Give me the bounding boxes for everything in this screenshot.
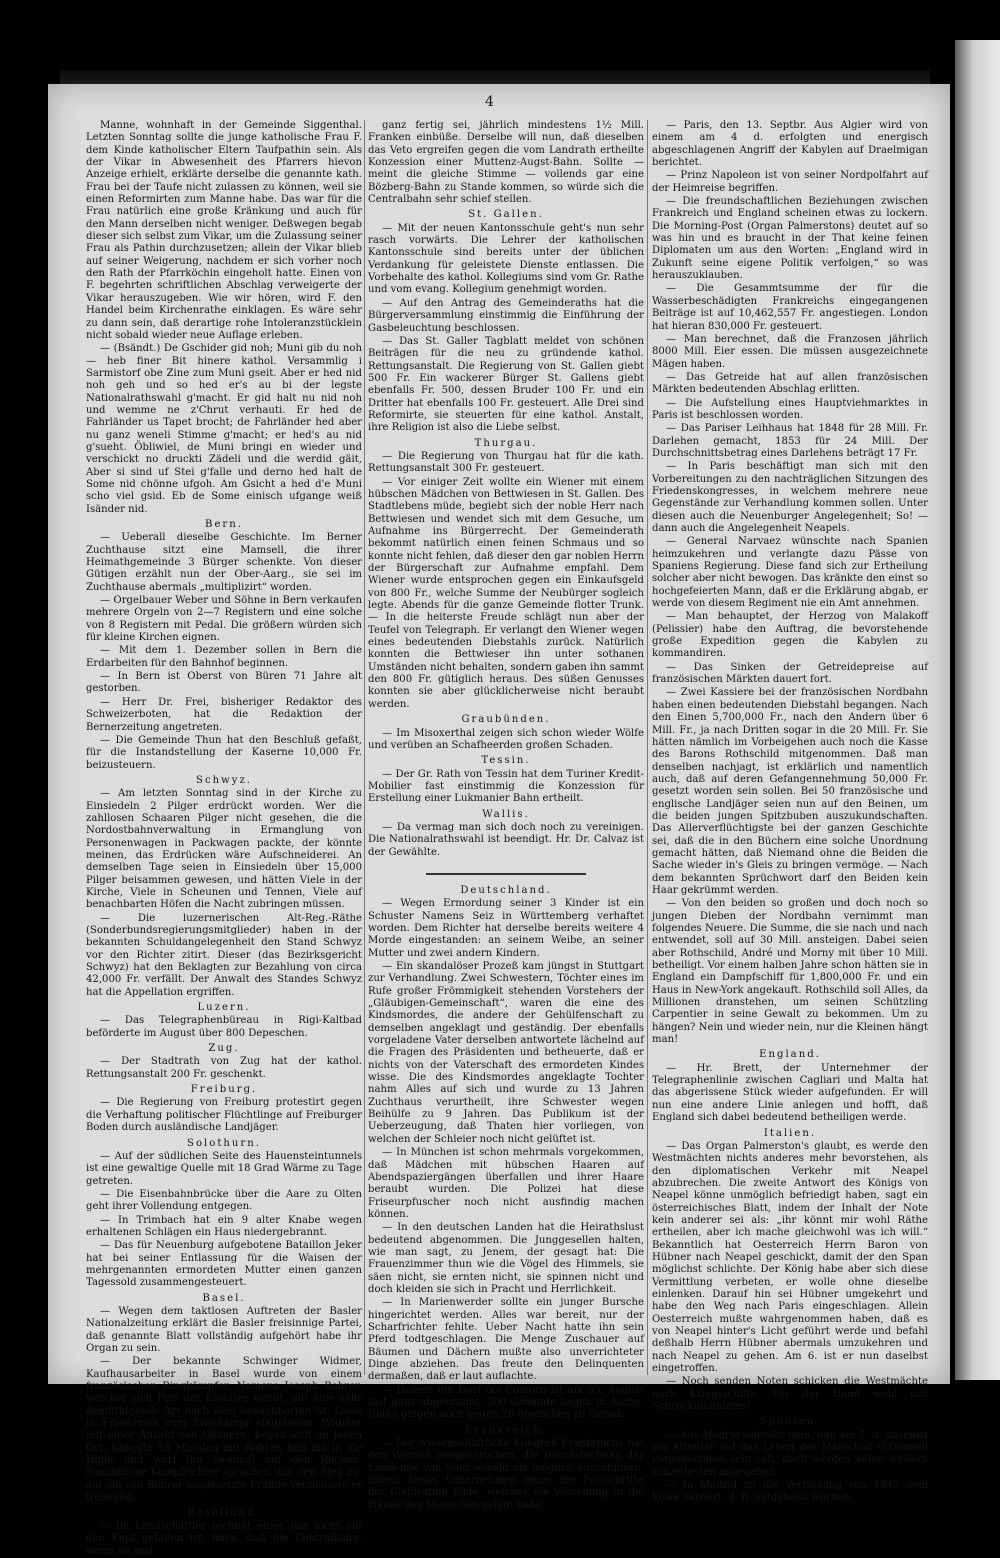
article-paragraph: — Im Landschäftler rechnet einer, der nicht auf den Kopf gefallen ist, nach, daß die Centralbahn, wenn sie mal [86,1520,362,1557]
article-paragraph: — Das Telegraphenbüreau in Rigi-Kaltbad beförderte im August über 800 Depeschen. [86,1015,362,1039]
article-paragraph: — Die Gesammtsumme der für die Wasserbeschädigten Frankreichs eingegangenen Beiträge ist auf 10,462,557 Fr. angestiegen. London hat hieran 830,000 Fr. gesteuert. [652,283,928,332]
article-paragraph: — Am letzten Sonntag sind in der Kirche zu Einsiedeln 2 Pilger erdrückt worden. Wer die zahllosen Schaaren Pilger nicht gesehen, die die Nordostbahnverwaltung in Ermanglung von Personenwagen in Packwagen packte, der könnte meinen, das Erdrücken wäre Aufschneiderei. An demselben Tage seien in Einsiedeln über 15,000 Pilger beisammen gewesen, und hätten Viele in der Kirche, Viele in Scheunen und Tennen, Viele auf benachbarten Höfen die Nacht zubringen müssen. [86,788,362,911]
next-page-edge [955,40,1000,1380]
section-heading: Freiburg. [190,1084,258,1096]
article-paragraph: — Ein skandalöser Prozeß kam jüngst in Stuttgart zur Verhandlung. Zwei Schwestern, Töchter eines im Rufe großer Frömmigkeit stehenden Vorstehers der „Gläubigen-Gemeinschaft“, waren die eine des Kindsmordes, die andere der Gehülfenschaft zu demselben angeklagt und geständig. Der ebenfalls vorgeladene Vater derselben antwortete lächelnd auf die Fragen des Präsidenten und betheuerte, daß er nichts von der Vaterschaft des ermordeten Kindes wisse. Die des Kindsmordes angeklagte Tochter nahm Alles auf sich und wurde zu 13 Jahren Zuchthaus verurtheilt, ihre Schwester wegen Beihülfe zu 9 Jahren. Das Publikum ist der Ueberzeugung, daß Thaten hier vorliegen, von welchen der Schleier noch nicht gelüftet ist. [368,961,644,1145]
column-1 [86,120,362,1557]
article-paragraph: — Der Gr. Rath von Tessin hat dem Turiner Kredit-Mobilier fast einstimmig die Konzession für Erstellung einer Lukmanier Bahn ertheilt. [368,768,644,805]
section-heading: Tessin. [481,755,531,767]
article-paragraph: — General Narvaez wünschte nach Spanien heimzukehren und verlangte dazu Pässe von Spaniens Regierung. Diese fand sich zur Ertheilung solcher aber nicht bewogen. Das kränkte den einst so hochgefeierten Mann, daß er die Erklärung abgab, er werde von diesem Regiment nie ein Amt annehmen. [652,536,928,610]
article-paragraph: — Das Sinken der Getreidepreise auf französischen Märkten dauert fort. [652,661,928,686]
article-paragraph: — Von den beiden so großen und doch noch so jungen Dieben der Nordbahn vernimmt man folgendes Neuere. Die Summe, die sie nach und nach entwendet, soll auf 30 Mill. ansteigen. Dabei seien aber Rothschild, André und Morny mit über 10 Mill. betheiligt. Vor einem halben Jahre schon hätten sie in England ein Dampfschiff für 1,800,000 Fr. und ein Haus in New-York angekauft. Rothschild soll Alles, da Millionen dranstehen, um seinen Schützling Carpentier in seine Gewalt zu bekommen. Um zu hängen? Nein und wieder nein, nur die Kleinen hängt man! [652,898,928,1046]
article-paragraph: — Mit dem 1. Dezember sollen in Bern die Erdarbeiten für den Bahnhof beginnen. [86,645,362,669]
section-heading: Zug. [208,1043,240,1055]
article-paragraph: — Vor einiger Zeit wollte ein Wiener mit einem hübschen Mädchen von Bettwiesen in St. Gallen. Des Stadtlebens müde, begiebt sich der noble Herr nach Bettwiesen und wendet sich mit dem Gesuche, um Aufnahme ins Bürgerrecht. Der Gemeinderath bekommt natürlich einen feinen Schmaus und so konnte nicht fehlen, daß dieser den gar noblen Herrn der Bürgerschaft zur Aufnahme empfahl. Dem Wiener wurde entsprochen gegen ein Einkaufsgeld von 800 Fr., welche Summe der Neubürger sogleich legte. Abends für die ganze Gemeinde flotter Trunk. — In die heiterste Freude schlägt nun aber der Teufel von Telegraph. Er verlangt den Wiener wegen eines bedeutenden Diebstahls zurück. Natürlich konnten die Bettwieser ihn unter sothanen Umständen nicht behalten, sondern gaben ihn sammt den 800 Fr. gütiglich heraus. Des süßen Genusses konnten sie aber glücklicherweise nicht beraubt werden. [368,476,644,710]
article-paragraph: — Orgelbauer Weber und Söhne in Bern verkaufen mehrere Orgeln von 2—7 Registern und eine solche von 8 Registern mit Pedal. Die größern würden sich für kleine Kirchen eignen. [86,595,362,644]
article-paragraph: — Noch senden Noten schicken die Westmächte nach Kriegsschiffe. Vor der Hand wohl nur Schreckmännleins! [652,1376,928,1413]
article-paragraph: — Mit der neuen Kantonsschule geht's nun sehr rasch vorwärts. Die Lehrer der katholischen Kantonsschule sind bereits unter der üblichen Verdankung für geleistete Dienste entlassen. Die Vorbehalte des kathol. Kollegiums sind vom Gr. Rathe und vom evang. Kollegium genehmigt worden. [368,222,644,296]
article-paragraph: — Im Misoxerthal zeigen sich schon wieder Wölfe und verüben an Schafheerden großen Schaden. [368,727,644,751]
section-heading: Wallis. [482,808,530,820]
article-paragraph: — Helenn ein Dorf bei Comorn ist am 30. August fast ganz abgebrannt. 200 Gebäude liegen in Asche. Dabei gingen auch gegen 20 Menschen zu Grund. [368,1384,644,1421]
article-paragraph: — Man behauptet, der Herzog von Malakoff (Pelissier) habe den Auftrag, die bevorstehende große Expedition gegen die Kabylen zu kommandiren. [652,611,928,660]
article-paragraph: — Hr. Brett, der Unternehmer der Telegraphenlinie zwischen Cagliari und Malta hat das abgerissene Stück wieder aufgefunden. Er will nun eine andere Linie anlegen und hofft, daß England sich dabei bedeutend betheiligen werde. [652,1062,928,1124]
section-heading: Bern. [205,519,243,530]
article-paragraph: — Das Pariser Leihhaus hat 1848 für 28 Mill. Fr. Darlehen gemacht, 1853 für 24 Mill. Der Durchschnittsbetrag eines Darlehens beträgt 17 Fr. [652,423,928,459]
article-paragraph: — Die Eisenbahnbrücke über die Aare zu Olten geht ihrer Vollendung entgegen. [86,1188,362,1213]
article-paragraph: — Die Regierung von Freiburg protestirt gegen die Verhaftung politischer Flüchtlinge auf Freiburger Boden durch ausländische Landjäger. [86,1097,362,1134]
section-heading: Graubünden. [461,714,551,726]
section-heading: Basel. [202,1292,246,1304]
article-paragraph: — In Bern ist Oberst von Büren 71 Jahre alt gestorben. [86,671,362,695]
article-paragraph: — Auf den Antrag des Gemeinderaths hat die Bürgerversammlung einstimmig die Einführung der Gasbeleuchtung beschlossen. [368,297,644,334]
newspaper-page [48,84,950,1557]
article-paragraph: — Der wissenschaftliche Kongreß Frankreichs hat den Wunsch ausgesprochen, die Durchstechung der Landenge von Suez sobald als möglich auszuführen, indem dieses Unternehmen einen der Fortschritte der Civilisation bilde, welches die Vorsehung in die Hände des Menschen gelegt habe. [368,1438,644,1511]
article-paragraph: — In Marienwerder sollte ein junger Bursche hingerichtet werden. Alles war bereit, nur der Scharfrichter fehlte. Ueber Nacht hatte ihn sein Pferd todtgeschlagen. Die Menge Zuschauer auf Bäumen und Dächern mußte also unverrichteter Dinge abziehen. Das freute den Delinquenten dermaßen, daß er laut auflachte. [368,1297,644,1383]
article-paragraph: ganz fertig sei, jährlich mindestens 1½ Mill. Franken einbüße. Derselbe will nun, daß dieselben das Veto ergreifen gegen die vom Landrath ertheilte Konzession einer Muttenz-Augst-Bahn. Sollte — meint die gleiche Stimme — vollends gar eine Bözberg-Bahn zu Stande kommen, so würde sich die Centralbahn sehr schief stellen. [368,120,644,206]
article-paragraph: — Zwei Kassiere bei der französischen Nordbahn haben einen bedeutenden Diebstahl begangen. Nach den Einen 5,700,000 Fr., nach den Andern über 6 Mill. Fr., ja nach Dritten sogar in die 20 Mill. Fr. Sie hätten nämlich im Vorbeigehen auch noch die Kasse des Barons Rothschild mitgenommen. Daß man denselben nachjagt, ist erklärlich und namentlich auch, daß auf deren Gefangennehmung 50,000 Fr. gesetzt worden sein sollen. Bei 50 französische und englische Landjäger seien nun auf den Beinen, um die beiden jungen Spitzbuben auszukundschaften. Das Allerverflüchtigste bei der ganzen Geschichte sei, daß die in den Büchern eine solche Unordnung gemacht hätten, daß Niemand ohne die Beiden die Sache wieder in's Gleis zu bringen vermöge. — Nach dem bekannten Sprüchwort darf den Beiden kein Haar gekrümmt werden. [652,687,928,896]
article-paragraph: — In Trimbach hat ein 9 alter Knabe wegen erhaltenen Schlägen ein Haus niedergebrannt. [86,1214,362,1238]
column-rule-1 [364,120,365,1375]
article-paragraph: — In Madrid ist die Verfassung von 1845 dem Volke oktroirt, d. h. aufgehalst worden. [652,1480,928,1504]
section-heading: Italien. [763,1127,817,1139]
section-heading: St. Gallen. [468,209,544,221]
section-heading: Thurgau. [474,437,538,449]
column-2 [368,120,644,1511]
article-paragraph: — In den deutschen Landen hat die Heirathslust bedeutend abgenommen. Die Junggesellen halten, wie man sagt, zu Jenem, der gesagt hat: Die Frauenzimmer thun wie die Vögel des Himmels, sie säen nicht, sie ernten nicht, sie spinnen nicht und doch kleiden sie sich in Pracht und Herrlichkeit. [368,1222,644,1295]
page-number: 4 [485,94,494,110]
article-paragraph: — Das St. Galler Tagblatt meldet von schönen Beiträgen für die neu zu gründende kathol. Rettungsanstalt. Die Regierung von St. Gallen giebt 500 Fr. Ein wackerer Bürger St. Gallens giebt ebenfalls Fr. 500, dessen Bruder 100 Fr. und ein Dritter hat ebenfalls 100 Fr. gesteuert. Alle Drei sind Reformirte, sie steuerten für eine kathol. Anstalt, ihre Religion ist also die Liebe selbst. [368,335,644,434]
section-heading: Solothurn. [187,1137,261,1149]
article-paragraph: — Wegen dem taktlosen Auftreten der Basler Nationalzeitung erklärt die Basler freisinnige Partei, daß genannte Blatt vollständig aufgehört habe ihr Organ zu sein. [86,1305,362,1354]
article-paragraph: — Der Stadtrath von Zug hat der kathol. Rettungsanstalt 200 Fr. geschenkt. [86,1056,362,1080]
article-paragraph: — In München ist schon mehrmals vorgekommen, daß Mädchen mit hübschen Haaren auf Abendspaziergängen überfallen und ihrer Haare beraubt wurden. Die Polizei hat diese Friseurpfuscher noch nicht ausfindig machen können. [368,1147,644,1220]
article-paragraph: — Da vermag man sich doch noch zu vereinigen. Die Nationalrathswahl ist beendigt. Hr. Dr. Calvaz ist der Gewählte. [368,821,644,858]
article-paragraph: — Herr Dr. Frei, bisheriger Redaktor des Schweizerboten, hat die Redaktion der Bernerzeitung angetreten. [86,696,362,733]
article-paragraph: — Man berechnet, daß die Franzosen jährlich 8000 Mill. Eier essen. Die müssen ausgezeichnete Mägen haben. [652,333,928,370]
section-heading: Schwyz. [196,774,252,786]
article-paragraph: — Das Getreide hat auf allen französischen Märkten bedeutenden Abschlag erlitten. [652,371,928,396]
article-paragraph: — Die freundschaftlichen Beziehungen zwischen Frankreich und England scheinen etwas zu lockern. Die Morning-Post (Organ Palmerstons) deutet auf so was hin und es braucht in der That keine feinen Diplomaten um aus den Worten: „England wird in Zukunft seine eigene Politik verfolgen,“ so was herauszuklauben. [652,196,928,282]
article-paragraph: — In Paris beschäftigt man sich mit den Vorbereitungen zu den nachträglichen Sitzungen des Friedenskongresses, in welchem mehrere neue Gegenstände zur Verhandlung kommen sollen. Unter diesen auch die Neuenburger Angelegenheit; So! — dann auch die Angelegenheit Neapels. [652,461,928,534]
article-paragraph: — Ueberall dieselbe Geschichte. Im Berner Zuchthause sitzt eine Mamsell, die ihrer Heimathgemeinde 3 Bürger schenkte. Von dieser Gütigen erzählt nun der Ober-Aarg., sie sei im Zuchthause abermals „multiplizirt“ worden. [86,532,362,593]
article-paragraph: — Die Aufstellung eines Hauptviehmarktes in Paris ist beschlossen worden. [652,397,928,421]
section-heading: Deutschland. [460,884,552,896]
article-paragraph: — Paris, den 13. Septbr. Aus Algier wird von einem am 4 d. erfolgten und energisch abgeschlagenen Angriff der Kabylen auf Draelmigan berichtet. [652,120,928,169]
article-paragraph: — Das für Neuenburg aufgebotene Bataillon Jeker hat bei seiner Entlassung für die Waisen der mehrgenannten ermordeten Mutter einen ganzen Tagessold zusammengesteuert. [86,1240,362,1289]
article-paragraph: — Der bekannte Schwinger Widmer, Kaufhausarbeiter in Basel wurde von einem französischen Ringkämpfer, Namens Joseph Bohrer, welcher sich Fels des Elsasses nennt, auf eine sehr demüthigende Art nach dem benachbarten St. Louis in Frankreich zum Zweikampf eingeladen. Widmer mit einer Anzahl von Gönnern, begab sich an jenen Ort, kämpfte 55 Minuten mit Bohrer, hob ihn in die Höhe und warf ihn zweimal auf den Rücken. Sämmtliche Kampfrichter sprachen ihm den Sieg zu; auf die von Bohrer ausgesetzte Prämie verzichtete er freiwillig. [86,1356,362,1504]
section-heading: Spanien. [759,1416,821,1428]
article-paragraph: — Die luzernerischen Alt-Reg.-Räthe (Sonderbundsregierungsmitglieder) haben in der bekannten Schuldangelegenheit den Stand Schwyz vor den Richter zitirt. Dieser (das Bezirksgericht Schwyz) hat den Beklagten zur Bezahlung von circa 42,000 Fr. verfällt. Der Anwalt des Standes Schwyz hat die Appellation ergriffen. [86,912,362,998]
article-paragraph: Manne, wohnhaft in der Gemeinde Siggenthal. Letzten Sonntag sollte die junge katholische Frau F. dem Kinde katholischer Eltern Taufpathin sein. Als der Vikar in Abwesenheit des Pfarrers hievon Anzeige erhielt, erklärte derselbe die genannte kath. Frau bei der Taufe nicht zulassen zu können, weil sie einen Reformirten zum Manne habe. Das war für die Frau natürlich eine große Kränkung und auch für den Mann derselben nicht weniger. Deßwegen begab dieser sich selbst zum Vikar, um die Zulassung seiner Frau als Pathin durchzusetzen; allein der Vikar blieb auf seiner Weigerung, nachdem er sich vorher noch den Rath der Pfarrköchin eingeholt hatte. Einen von F. begehrten schriftlichen Abschlag verweigerte der Vikar herauszugeben. Wie wir hören, wird F. den Handel beim Kirchenrathe einklagen. Es wäre sehr zu dann sein, daß derartige rohe Intoleranzstücklein nicht sobald wieder neue Auflage erleben. [86,120,362,341]
section-heading: England. [759,1049,821,1061]
article-paragraph: — Die Regierung von Thurgau hat für die kath. Rettungsanstalt 300 Fr. gesteuert. [368,450,644,475]
section-separator [426,873,586,875]
section-heading: Luzern. [197,1002,251,1014]
article-paragraph: — Die Gemeinde Thun hat den Beschluß gefaßt, für die Instandstellung der Kaserne 10,000 Fr. beizusteuern. [86,734,362,771]
article-paragraph: — Aus Madrid schreibt man, daß am 7. d. daselbst ein Attentat auf das Leben des Marschall O'Donnell vorgekommen sein soll, doch werden keine weitern Einzelheiten angegeben. [652,1429,928,1478]
section-heading: Baselland. [187,1507,261,1519]
article-paragraph: — Wegen Ermordung seiner 3 Kinder ist ein Schuster Namens Seiz in Württemberg verhaftet worden. Dem Richter hat derselbe bereits weitere 4 Morde eingestanden: an seinem Weibe, an seiner Mutter und zwei andern Kindern. [368,898,644,959]
column-3 [652,120,928,1504]
column-rule-2 [647,120,648,1375]
article-paragraph: — Das Organ Palmerston's glaubt, es werde den Westmächten nichts anderes mehr bevorstehen, als den diplomatischen Verkehr mit Neapel abzubrechen. Die zweite Antwort des Königs von Neapel könne unmöglich befriedigt haben, sagt ein österreichisches Blatt, indem der Inhalt der Note kein anderer sei als: „ihr könnt mir wohl Räthe ertheilen, aber ich mache gleichwohl was ich will.“ Bekanntlich hat Oesterreich Herrn Baron von Hübner nach Neapel geschickt, damit der den Span möglichst schlichte. Der König habe aber sich diese Vermittlung verbeten, er wolle ohne dieselbe einlenken. Darauf hin sei Hübner umgekehrt und habe den Weg nach Paris eingeschlagen. Allein Oesterreich mußte wahrgenommen haben, daß es von Neapel hinter's Licht geführt werde und befahl deßhalb Herrn Hübner abermals umzukehren und nach Neapel zu gehen. Am 6. ist er nun daselbst eingetroffen. [652,1140,928,1375]
article-paragraph: — Prinz Napoleon ist von seiner Nordpolfahrt auf der Heimreise begriffen. [652,170,928,194]
article-paragraph: — (Bsändt.) De Gschider gid noh; Muni gib du noh — heb finer Bit hinere kathol. Versammlig i Sarmistorf obe Zine zum Muni gseit. Aber er hed nid noh geh und so hed er's au bi der legste Nationalrathswahl g'macht. Er gid halt nu nid noh und wemme ne z'Chrut verhauti. Er hed de Fahrländer us Tapet brocht; de Fahrländer hed aber nu ganz weneli Stimme g'macht; er hed's au nid g'sueht. Öbliwiel, de Muni bringi en wieder und verschickt no druckti Zädeli und die werdid gäit, Aber si sind uf Stei g'falle und derno hed halt de Some nid chönne ufgoh. Am Gsicht a hed d'e Muni scho viel gsid. Eb de Some einisch ufgange weiß Isänder nid. [86,343,362,515]
article-paragraph: — Auf der südlichen Seite des Hauensteintunnels ist eine gewaltige Quelle mit 18 Grad Wärme zu Tage getreten. [86,1150,362,1187]
section-heading: Frankreich. [465,1424,547,1436]
